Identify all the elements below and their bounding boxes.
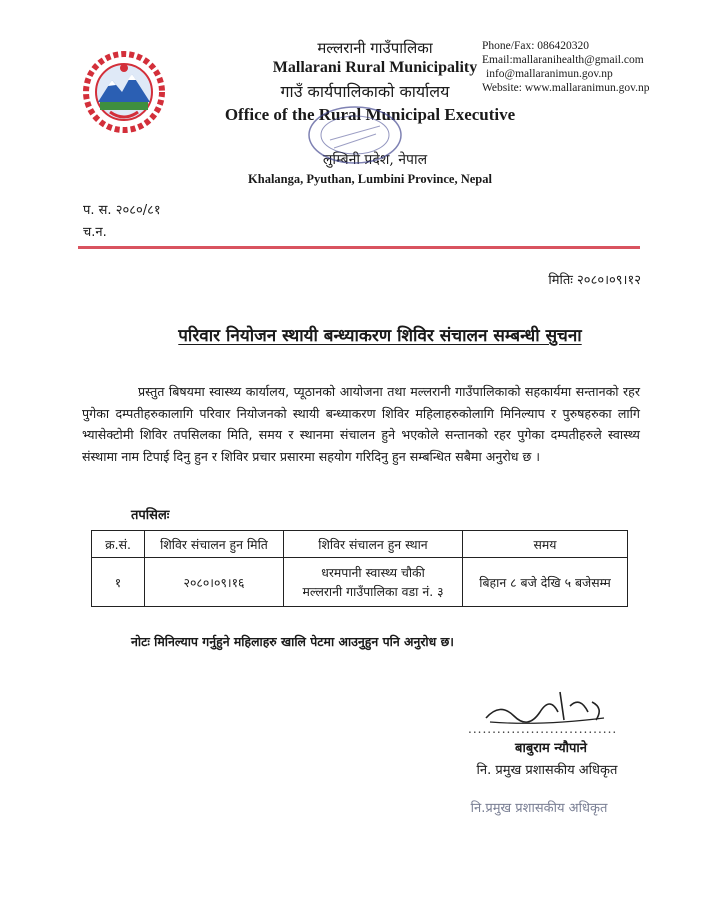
cell-date: २०८०।०९।१६ (145, 558, 284, 607)
cell-serial: १ (92, 558, 145, 607)
designation-stamp: नि.प्रमुख प्रशासकीय अधिकृत (470, 801, 608, 816)
reference-cn: च.न. (83, 225, 107, 240)
contact-email-health: Email:mallaranihealth@gmail.com (482, 54, 644, 66)
cell-time: बिहान ८ बजे देखि ५ बजेसम्म (463, 558, 628, 607)
contact-phone: Phone/Fax: 086420320 (482, 40, 590, 52)
col-header-date: शिविर संचालन हुन मिति (145, 531, 284, 558)
municipality-emblem-logo (82, 50, 166, 134)
signatory-name: बाबुराम न्यौपाने (515, 741, 587, 756)
municipality-name-en: Mallarani Rural Municipality (272, 59, 478, 76)
office-name-en: Office of the Rural Municipal Executive (224, 105, 516, 124)
contact-website: Website: www.mallaranimun.gov.np (482, 82, 650, 94)
letter-date: मितिः २०८०।०९।१२ (548, 273, 641, 288)
notice-body: प्रस्तुत बिषयमा स्वास्थ्य कार्यालय, प्यूठानको आयोजना तथा मल्लरानी गाउँपालिकाको सहकार्यमा सन्तानको रहर पुगेका दम्पतीहरुकालागि परिवार नियोजनको स्थायी बन्ध्याकरण शिविर महिलाहरुकोलागि मिनिल्याप र पुरुषहरुका लागि भ्यासेक्टोमी शिविर तपसिलका मिति, समय र स्थानमा संचालन हुने भएकोले सन्तानको रहर पुगेका दम्पतीहरुले स्वास्थ्य संस्थामा नाम टिपाई दिनु हुन र शिविर प्रचार प्रसारमा सहयोग गरिदिनु हुन सम्बन्धित सबैमा अनुरोध छ । (82, 384, 640, 464)
office-seal-stamp (300, 100, 410, 170)
camp-schedule-table (91, 530, 628, 607)
contact-email-info: info@mallaranimun.gov.np (486, 68, 613, 80)
col-header-place: शिविर संचालन हुन स्थान (284, 531, 463, 558)
notice-note: नोटः मिनिल्याप गर्नुहुने महिलाहरु खालि पेटमा आउनुहुन पनि अनुरोध छ। (131, 634, 454, 649)
table-header-row (92, 531, 628, 558)
office-name-np: गाउँ कार्यपालिकाको कार्यालय (280, 82, 450, 101)
municipality-name-np: मल्लरानी गाउँपालिका (317, 39, 433, 57)
place-line-2: मल्लरानी गाउँपालिका वडा नं. ३ (302, 584, 444, 599)
col-header-time: समय (463, 531, 628, 558)
address-en: Khalanga, Pyuthan, Lumbini Province, Nepal (248, 172, 492, 186)
province-np: लुम्बिनी प्रदेश, नेपाल (322, 152, 428, 168)
cell-place (284, 558, 463, 607)
place-line-1: धरमपानी स्वास्थ्य चौकी (321, 565, 425, 580)
col-header-serial: क्र.सं. (92, 531, 145, 558)
tapasil-label: तपसिलः (131, 508, 170, 523)
signatory-designation: नि. प्रमुख प्रशासकीय अधिकृत (476, 763, 618, 778)
header-divider (78, 246, 640, 249)
notice-subject: परिवार नियोजन स्थायी बन्ध्याकरण शिविर संचालन सम्बन्धी सुचना (178, 326, 582, 346)
table-row (92, 558, 628, 607)
reference-ps: प. स. २०८०/८१ (83, 203, 161, 218)
signature-line: ............................... (468, 722, 618, 736)
